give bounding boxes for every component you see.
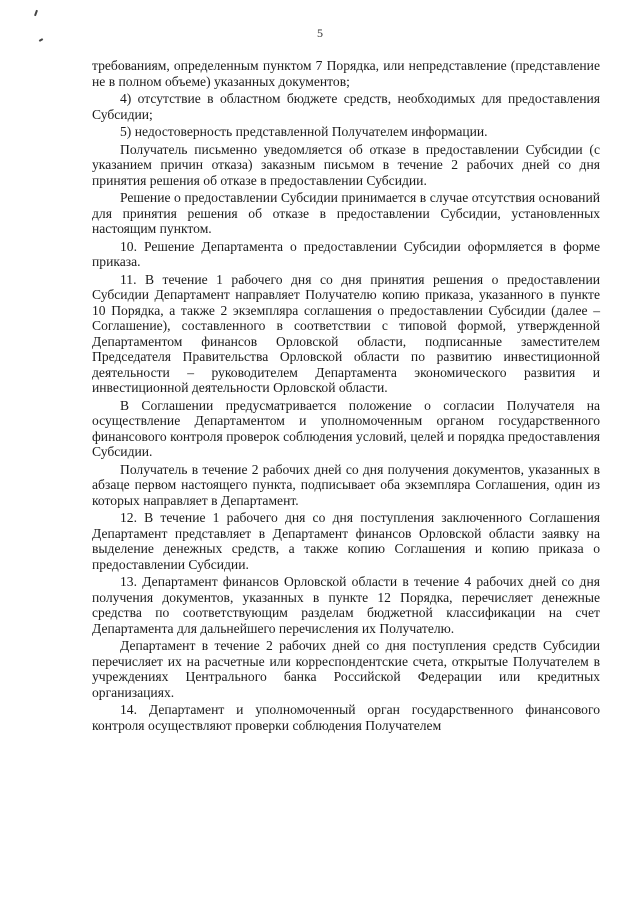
paragraph: 5) недостоверность представленной Получателем информации. — [120, 124, 488, 139]
paragraph: В Соглашении предусматривается положение о согласии Получателя на осуществление Департаментом и уполномоченным органом государственного финансового контроля проверок соблюдения условий, целей и порядка предоставления Субсидии. — [92, 397, 600, 459]
paragraph: 10. Решение Департамента о предоставлении Субсидии оформляется в форме приказа. — [92, 238, 600, 269]
page-number: 5 — [317, 26, 323, 40]
paragraph: 14. Департамент и уполномоченный орган государственного финансового контроля осуществляют проверки соблюдения Получателем — [92, 702, 600, 733]
paragraph: 4) отсутствие в областном бюджете средств, необходимых для предоставления Субсидии; — [92, 91, 600, 122]
paragraph: 12. В течение 1 рабочего дня со дня поступления заключенного Соглашения Департамент представляет в Департамент финансов Орловской области заявку на выделение денежных средств, а также копию Соглашения и копию приказа о предоставлении Субсидии. — [92, 510, 600, 572]
paragraph: 13. Департамент финансов Орловской области в течение 4 рабочих дней со дня получения документов, указанных в пункте 12 Порядка, перечисляет денежные средства по соответствующим разделам бюджетной классификации на счет Департамента для дальнейшего перечисления их Получателю. — [92, 574, 600, 636]
document-body — [92, 58, 600, 735]
paragraph: Получатель в течение 2 рабочих дней со дня получения документов, указанных в абзаце первом настоящего пункта, подписывает оба экземпляра Соглашения, один из которых направляет в Департамент. — [92, 461, 600, 508]
paragraph: требованиям, определенным пунктом 7 Порядка, или непредставление (представление не в полном объеме) указанных документов; — [92, 58, 600, 89]
paragraph: 11. В течение 1 рабочего дня со дня принятия решения о предоставлении Субсидии Департамент направляет Получателю копию приказа, указанного в пункте 10 Порядка, а также 2 экземпляра соглашения о предоставлении Субсидии (далее – Соглашение), составленного в соответствии с типовой формой, утвержденной Департаментом финансов Орловской области, подписанные заместителем Председателя Правительства Орловской области по развитию инвестиционной деятельности – руководителем Департамента экономического развития и инвестиционной деятельности Орловской области. — [92, 271, 600, 395]
paragraph: Департамент в течение 2 рабочих дней со дня поступления средств Субсидии перечисляет их на расчетные или корреспондентские счета, открытые Получателем в учреждениях Центрального банка Российской Федерации или кредитных организациях. — [92, 638, 600, 700]
paragraph: Решение о предоставлении Субсидии принимается в случае отсутствия оснований для принятия решения об отказе в предоставлении Субсидии, установленных настоящим пунктом. — [92, 190, 600, 236]
paragraph: Получатель письменно уведомляется об отказе в предоставлении Субсидии (с указанием причин отказа) заказным письмом в течение 2 рабочих дней со дня принятия решения об отказе в предоставлении Субсидии. — [92, 141, 600, 188]
scan-mark — [34, 10, 38, 16]
